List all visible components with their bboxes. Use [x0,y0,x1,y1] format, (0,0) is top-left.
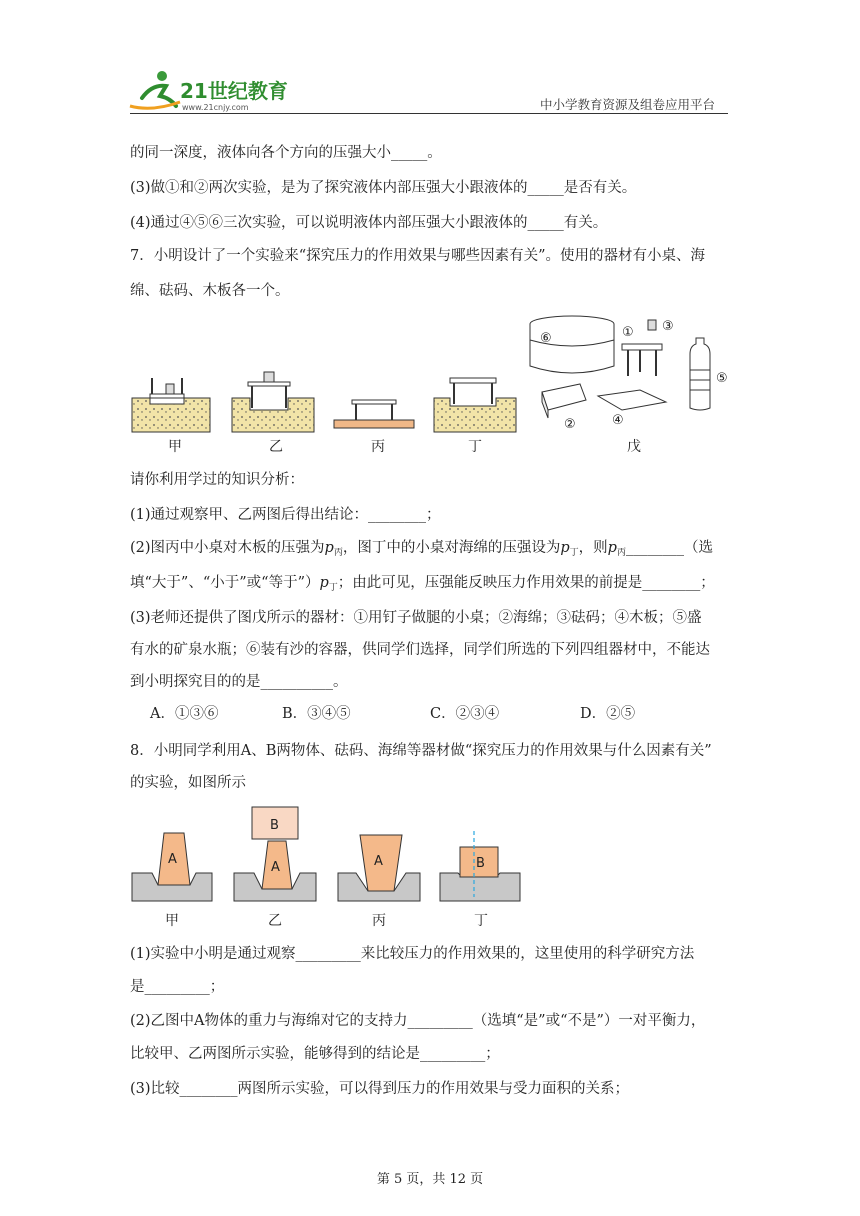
fig8-caption-yi: 乙 [268,913,282,929]
text-line: 请你利用学过的知识分析： [130,472,304,488]
fig7-jia [132,378,210,432]
fig8-jia [132,833,212,901]
block-a-label: A [374,854,383,869]
text-line: 填“大于”、“小于”或“等于$”)p_丁$；由此可见，压强能反映压力作用效果的前提是________； [130,575,715,593]
fig8-caption-ding: 丁 [474,913,488,929]
logo-url: www.21cnjy.com [182,103,249,112]
figure-8 [128,805,528,905]
option-b: B．③④⑤ [282,706,351,722]
label-5: ⑤ [716,371,728,386]
fig7-wu [530,316,728,432]
question-8: 8．小明同学利用A、B两物体、砝码、海绵等器材做“探究压力的作用效果与什么因素有关” [130,743,712,759]
logo-text: 21世纪教育 [180,79,288,103]
text-line: 的实验，如图所示 [130,775,246,791]
fig7-caption-jia: 甲 [168,439,182,455]
option-d: D．②⑤ [580,706,636,722]
fig7-bing [334,400,414,428]
text-line: 比较甲、乙两图所示实验，能够得到的结论是_________； [130,1046,500,1062]
text-line: (3)做①和②两次实验，是为了探究液体内部压强大小跟液体的_____是否有关。 [130,180,637,196]
fig8-caption-jia: 甲 [165,913,179,929]
fig7-caption-ding: 丁 [468,439,482,455]
fig8-bing [338,835,420,901]
text-line: (2)乙图中A物体的重力与海绵对它的支持力_________（选填“是”或“不是”）一对平衡力， [130,1013,706,1029]
text-line: 绵、砝码、木板各一个。 [130,283,290,299]
block-b-label: B [270,818,279,833]
site-logo[interactable] [122,68,292,112]
fig8-yi [234,807,316,901]
option-a: A．①③⑥ [150,706,219,722]
text-line: (1)通过观察甲、乙两图后得出结论：________； [130,507,441,523]
text-line: (3)比较________两图所示实验，可以得到压力的作用效果与受力面积的关系； [130,1081,630,1097]
fig8-ding [440,831,520,901]
fig7-ding [434,378,516,432]
block-b-label: B [476,856,485,871]
text-line: (3)老师还提供了图戊所示的器材：①用钉子做腿的小桌；②海绵；③砝码；④木板；⑤盛 [130,610,702,626]
fig7-caption-wu: 戊 [627,439,641,455]
label-3: ③ [662,319,674,334]
text-line: 是_________； [130,979,225,995]
text-line: 到小明探究目的的是__________。 [130,674,348,690]
header-divider [130,113,728,114]
platform-name: 中小学教育资源及组卷应用平台 [540,97,716,112]
page-number: 第 5 页，共 12 页 [376,1172,484,1187]
block-a-label: A [168,852,177,867]
label-2: ② [564,417,576,432]
label-4: ④ [612,413,624,428]
text-line: (1)实验中小明是通过观察_________来比较压力的作用效果的，这里使用的科学研究方法 [130,946,695,962]
fig7-caption-bing: 丙 [371,439,385,455]
question-7: 7．小明设计了一个实验来“探究压力的作用效果与哪些因素有关”。使用的器材有小桌、海 [130,248,706,264]
label-1: ① [622,325,634,340]
text-line: (2)图丙中小桌对木板的压强为$p_丙$，图丁中的小桌对海绵的压强设为$p_丁$，则$p_丙\_\_\_\_\_\_\_\_$（选 [130,540,713,558]
text-line: 的同一深度，液体向各个方向的压强大小_____。 [130,145,442,161]
fig7-caption-yi: 乙 [269,439,283,455]
runner-icon [130,71,180,108]
text-line: (4)通过④⑤⑥三次实验，可以说明液体内部压强大小跟液体的_____有关。 [130,215,608,231]
block-a-label: A [271,860,280,875]
fig8-caption-bing: 丙 [372,913,386,929]
label-6: ⑥ [540,331,552,346]
fig7-yi [232,372,314,432]
option-c: C．②③④ [430,706,500,722]
text-line: 有水的矿泉水瓶；⑥装有沙的容器，供同学们选择，同学们所选的下列四组器材中，不能达 [130,642,710,658]
